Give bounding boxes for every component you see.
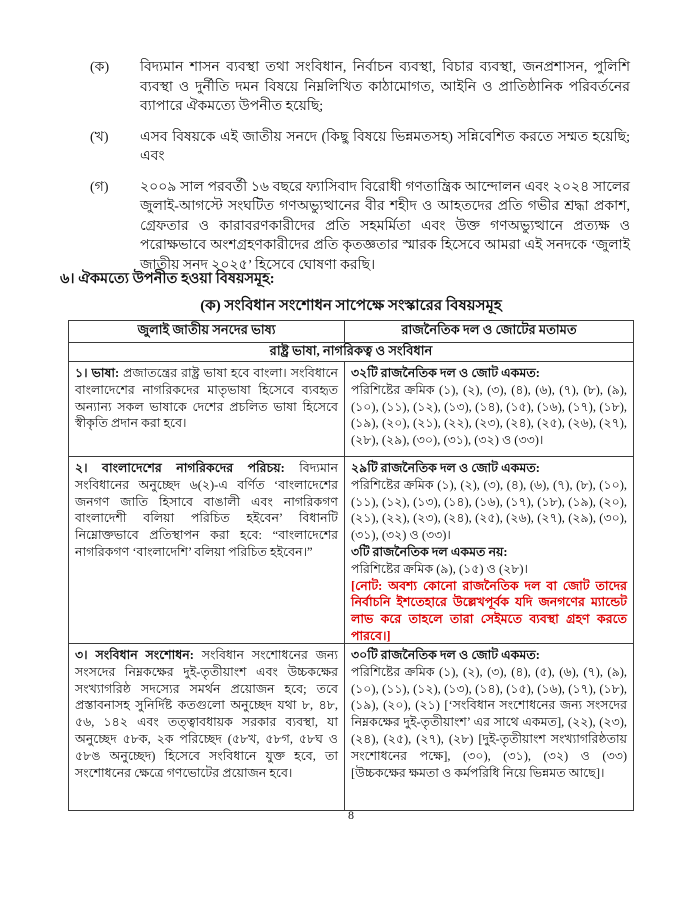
- clause-text: এসব বিষয়কে এই জাতীয় সনদে (কিছু বিষয়ে ভিন্নমতসহ) সন্নিবেশিত করতে সম্মত হয়েছি; এবং: [140, 129, 630, 164]
- table-title: (ক) সংবিধান সংশোধন সাপেক্ষে সংস্কারের বিষয়সমূহ: [200, 298, 502, 314]
- item-text: সংবিধান সংশোধনের জন্য সংসদের নিম্নকক্ষের দুই-তৃতীয়াংশ এবং উচ্চকক্ষের সংখ্যাগরিষ্ঠ সদস্যের সমর্থন প্রয়োজন হবে; তবে প্রস্তাবনাসহ সুনির্দিষ্ট কতগুলো অনুচ্ছেদ যথা ৮, ৪৮, ৫৬, ১৪২ এবং তত্ত্বাবধায়ক সরকার ব্যবস্থা, যা অনুচ্ছেদ ৫৮ক, ২ক পরিচ্ছেদ (৫৮খ, ৫৮গ, ৫৮ঘ ও ৫৮ঙ অনুচ্ছেদ) হিসেবে সংবিধানে যুক্ত হবে, তা সংশোধনের ক্ষেত্রে গণভোটের প্রয়োজন হবে।: [75, 648, 339, 780]
- agree-list: পরিশিষ্টের ক্রমিক (১), (২), (৩), (৪), (৬), (৭), (৮), (১০), (১১), (১২), (১৩), (১৪), (১৬), (১৭), (১৮), (১৯), (২০), (২১), (২২), (২৩), (২৪), (২৫), (২৬), (২৭), (২৯), (৩০), (৩১), (৩২) ও (৩৩)।: [351, 477, 627, 543]
- opinion-cell-citizenship: [345, 457, 633, 643]
- table-header-row: [69, 321, 633, 342]
- agree-list: পরিশিষ্টের ক্রমিক (১), (২), (৩), (৪), (৬), (৭), (৮), (৯), (১০), (১১), (১২), (১৩), (১৪), (১৫), (১৬), (১৭), (১৮), (১৯), (২০), (২১), (২২), (২৩), (২৪), (২৫), (২৬), (২৭), (২৮), (২৯), (৩০), (৩১), (৩২) ও (৩৩)।: [351, 382, 627, 448]
- charter-cell-citizenship: [69, 457, 345, 643]
- table-group-header: রাষ্ট্র ভাষা, নাগরিকত্ব ও সংবিধান: [69, 342, 633, 361]
- table-row: [69, 361, 633, 456]
- table-row: [69, 643, 633, 810]
- agree-heading: ৩০টি রাজনৈতিক দল ও জোট একমত:: [351, 648, 540, 662]
- item-text: প্রজাতন্ত্রের রাষ্ট্র ভাষা হবে বাংলা। সংবিধানে বাংলাদেশের নাগরিকদের মাতৃভাষা হিসেবে ব্যবহৃত অন্যান্য সকল ভাষাকে দেশের প্রচলিত ভাষা হিসেবে স্বীকৃতি প্রদান করা হবে।: [75, 366, 338, 431]
- note-text: [নোট: অবশ্য কোনো রাজনৈতিক দল বা জোট তাদের নির্বাচনি ইশতেহারে উল্লেখপূর্বক যদি জনগণের ম্যান্ডেট লাভ করে তাহলে তারা সেইমতে ব্যবস্থা গ্রহণ করতে পারবে।]: [351, 578, 627, 643]
- item-lead: ১। ভাষা:: [75, 366, 120, 380]
- section-heading: ৬। ঐকমত্যে উপনীত হওয়া বিষয়সমূহ:: [60, 271, 275, 287]
- agreement-table: [68, 320, 634, 811]
- column-header-party-opinion: রাজনৈতিক দল ও জোটের মতামত: [401, 322, 577, 337]
- preamble-clause-ga: [90, 178, 630, 276]
- clause-text: বিদ্যমান শাসন ব্যবস্থা তথা সংবিধান, নির্বাচন ব্যবস্থা, বিচার ব্যবস্থা, জনপ্রশাসন, পুলিশি ব্যবস্থা ও দুর্নীতি দমন বিষয়ে নিম্নলিখিত কাঠামোগত, আইনি ও প্রাতিষ্ঠানিক পরিবর্তনের ব্যাপারে ঐকমত্যে উপনীত হয়েছি;: [140, 60, 630, 114]
- item-text: বিদ্যমান সংবিধানের অনুচ্ছেদ ৬(২)-এ বর্ণিত ‘বাংলাদেশের জনগণ জাতি হিসাবে বাঙালী এবং নাগরিকগণ বাংলাদেশী বলিয়া পরিচিত হইবেন’ বিধানটি নিম্নোক্তভাবে প্রতিস্থাপন করা হবে: “বাংলাদেশের নাগরিকগণ ‘বাংলাদেশি’ বলিয়া পরিচিত হইবেন।”: [75, 461, 338, 559]
- agree-heading: ২৯টি রাজনৈতিক দল ও জোট একমত:: [351, 461, 540, 475]
- preamble: [90, 58, 630, 286]
- opinion-cell-amendment: [345, 644, 633, 810]
- preamble-clause-ka: [90, 58, 630, 117]
- agree-list: পরিশিষ্টের ক্রমিক (১), (২), (৩), (৪), (৫), (৬), (৭), (৯), (১০), (১১), (১২), (১৩), (১৪), (১৫), (১৬), (১৭), (১৮), (১৯), (২০), (২১) [‘সংবিধান সংশোধনের জন্য সংসদের নিম্নকক্ষের দুই-তৃতীয়াংশ’ এর সাথে একমত], (২২), (২৩), (২৪), (২৫), (২৭), (২৮) [দুই-তৃতীয়াংশ সংখ্যাগরিষ্ঠতায় সংশোধনের পক্ষে], (৩০), (৩১), (৩২) ও (৩৩) [উচ্চকক্ষের ক্ষমতা ও কর্মপরিধি নিয়ে ভিন্নমত আছে]।: [351, 664, 627, 780]
- column-header-charter-text: জুলাই জাতীয় সনদের ভাষ্য: [69, 321, 345, 342]
- clause-label: (ক): [90, 60, 110, 75]
- disagree-heading: ৩টি রাজনৈতিক দল একমত নয়:: [351, 544, 508, 559]
- item-lead: ৩। সংবিধান সংশোধন:: [75, 648, 194, 662]
- clause-text: ২০০৯ সাল পরবর্তী ১৬ বছরে ফ্যাসিবাদ বিরোধী গণতান্ত্রিক আন্দোলন এবং ২০২৪ সালের জুলাই-আগস্টে সংঘটিত গণঅভ্যুত্থানের বীর শহীদ ও আহতদের প্রতি গভীর শ্রদ্ধা প্রকাশ, গ্রেফতার ও কারাবরণকারীদের প্রতি সহমর্মিতা এবং উক্ত গণঅভ্যুত্থানে প্রত্যক্ষ ও পরোক্ষভাবে অংশগ্রহণকারীদের প্রতি কৃতজ্ঞতার স্মারক হিসেবে আমরা এই সনদকে ‘জুলাই জাতীয় সনদ ২০২৫’ হিসেবে ঘোষণা করছি।: [140, 179, 630, 273]
- item-lead: ২। বাংলাদেশের নাগরিকদের পরিচয়:: [75, 461, 285, 475]
- charter-cell-amendment: [69, 644, 345, 810]
- agree-heading: ৩২টি রাজনৈতিক দল ও জোট একমত:: [351, 366, 540, 380]
- preamble-clause-kha: [90, 128, 630, 167]
- charter-cell-language: [69, 362, 345, 456]
- clause-label: (খ): [90, 129, 109, 145]
- opinion-cell-language: [345, 362, 633, 456]
- clause-label: (গ): [90, 179, 109, 195]
- table-row: [69, 456, 633, 643]
- page-number: 8: [348, 808, 354, 822]
- disagree-list: পরিশিষ্টের ক্রমিক (৯), (১৫) ও (২৮)।: [351, 561, 528, 576]
